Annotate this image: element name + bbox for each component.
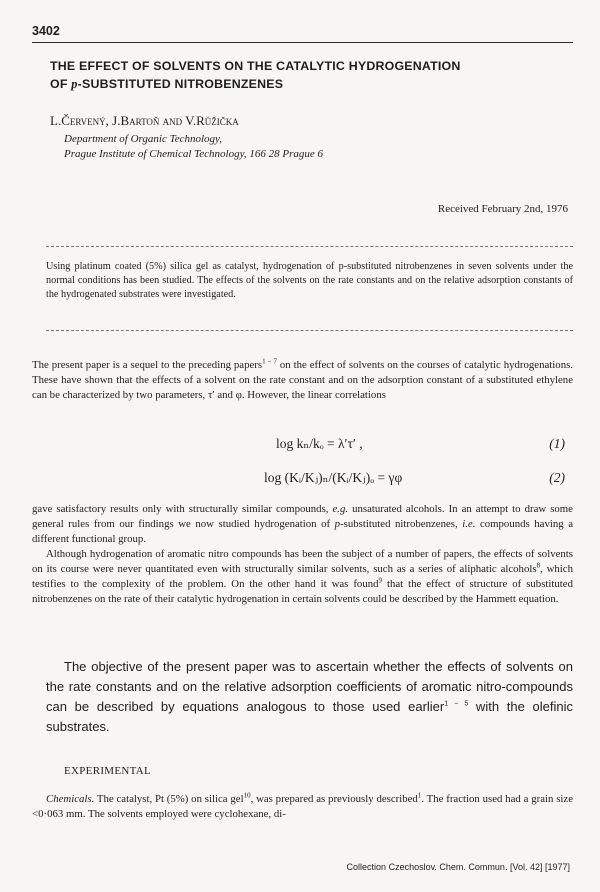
chemicals-label: Chemicals. [46,793,95,805]
reference-superscript[interactable]: 9 [378,576,383,585]
p2-ie: i.e. [462,518,476,530]
p2-text-c: -substituted nitrobenzenes, [340,518,463,530]
p2-eg: e.g. [332,503,349,515]
reference-superscript[interactable]: 10 [243,791,251,800]
title-line-1: THE EFFECT OF SOLVENTS ON THE CATALYTIC HYDROGENATION [50,59,461,73]
p3-text-b: , which testifies to the complexity of the problem. On the other hand it was found [32,563,573,590]
body-paragraph-2 [32,502,573,547]
experimental-paragraph [32,792,573,822]
authors: L.Červený, J.Bartoň and V.Růžička [50,113,239,128]
affiliation [64,132,323,162]
intro-paragraph [32,358,573,403]
reference-superscript[interactable]: 1 − 7 [262,357,277,366]
abstract-top-rule [46,246,573,247]
objective-text-b: with the olefinic substrates. [46,699,574,734]
received-date: Received February 2nd, 1976 [437,203,568,215]
title-line-2-italic: p [71,77,78,91]
abstract-bottom-rule [46,330,573,331]
objective-text-a: The objective of the present paper was to ascertain whether the effects of solvents on the rate constants and on the relative adsorption coefficients of aromatic nitro-compounds can be described by equations analogous to those used earlier [46,659,573,714]
p2-text-b: unsaturated alcohols. In an attempt to draw some general rules from our findings we now studied hydrogenation of [32,503,573,530]
header-rule [32,42,573,43]
body-section [32,502,573,607]
reference-superscript[interactable]: 1 − 5 [444,700,469,708]
exp-text-a: The catalyst, Pt (5%) on silica gel [94,793,244,805]
affiliation-line-1: Department of Organic Technology, [64,133,223,145]
equation-1 [32,436,573,458]
p2-text-a: gave satisfactory results only with structurally similar compounds, [32,503,333,515]
p2-p: p [334,518,341,530]
p3-text-a: Although hydrogenation of aromatic nitro compounds has been the subject of a number of papers, the effects of solvents on its course were never quantitated even with structurally similar solvents, such as a series of aliphatic alcohols [32,548,573,575]
equation-2-formula: log (Kᵢ/Kⱼ)ₙ/(Kᵢ/Kⱼ)ₒ = γφ [264,470,403,485]
body-paragraph-3 [32,547,573,607]
reference-superscript[interactable]: 8 [536,561,541,570]
abstract: Using platinum coated (5%) silica gel as catalyst, hydrogenation of p-substituted nitrobenzenes in seven solvents under the normal conditions has been studied. The effects of the solvents on the rate constants and on the relative adsorption constants of the hydrogenated substrates were investigated. [46,261,573,300]
intro-text-b: on the effect of solvents on the courses of catalytic hydrogenations. These have shown that the effects of a solvent on the rate constant and on the adsorption constant of a substituted ethylene can be characterized by two parameters, τ′ and φ. However, the linear correlations [32,359,573,401]
equation-2 [32,470,573,492]
p3-text-c: that the effect of structure of substituted nitrobenzenes on the rate of their catalytic hydrogenation in certain solvents could be described by the Hammett equation. [32,578,573,605]
intro-text-a: The present paper is a sequel to the preceding papers [32,359,263,371]
equation-1-number: (1) [549,436,565,451]
section-heading-experimental: EXPERIMENTAL [64,765,152,777]
exp-text-b: , was prepared as previously described [250,793,418,805]
reference-superscript[interactable]: 1 [417,791,422,800]
article-title [50,57,570,93]
p2-text-d: compounds having a different functional group. [32,518,573,545]
title-line-2-prefix: OF [50,77,72,91]
title-line-2-rest: -SUBSTITUTED NITROBENZENES [77,77,284,91]
exp-text-c: . The fraction used had a grain size <0·063 mm. The solvents employed were cyclohexane, di- [32,793,573,820]
journal-footer: Collection Czechoslov. Chem. Commun. [Vol. 42] [1977] [346,862,570,872]
objective-paragraph [46,657,573,737]
page-number: 3402 [32,24,60,38]
equation-1-formula: log kₙ/kₒ = λ′τ′ , [276,436,363,451]
affiliation-line-2: Prague Institute of Chemical Technology, 166 28 Prague 6 [64,148,323,160]
equation-2-number: (2) [549,470,565,485]
